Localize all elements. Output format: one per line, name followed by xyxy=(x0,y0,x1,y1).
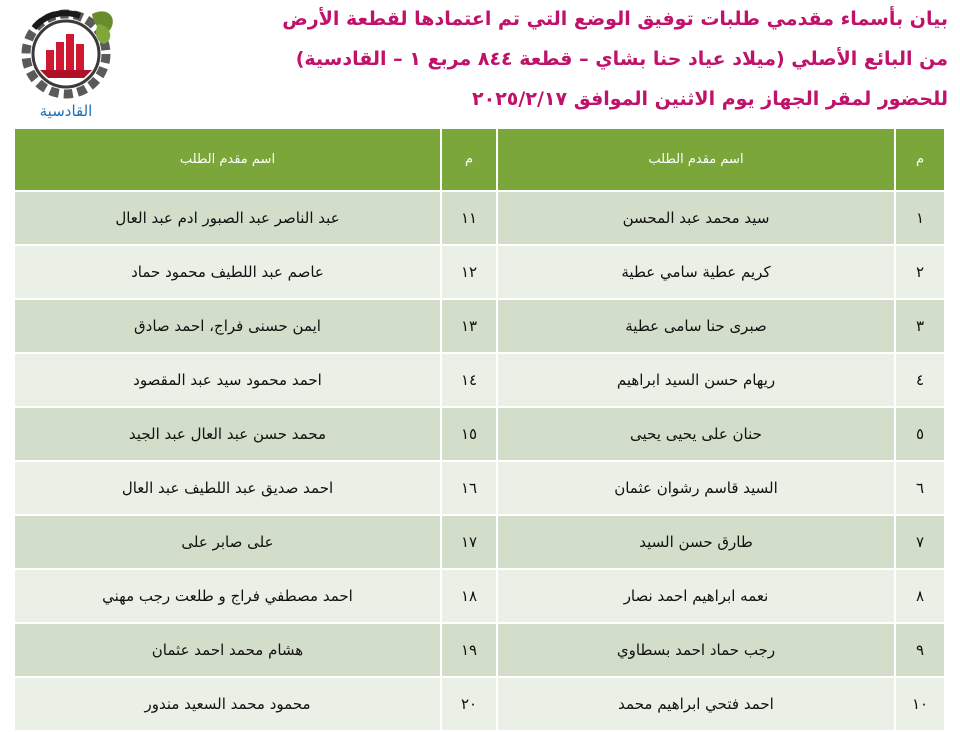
header-line-1: بيان بأسماء مقدمي طلبات توفيق الوضع التي تم اعتمادها لقطعة الأرض xyxy=(282,8,948,30)
applicant-name-right: كريم عطية سامي عطية xyxy=(497,245,895,299)
applicant-name-left: عبد الناصر عبد الصبور ادم عبد العال xyxy=(14,191,441,245)
row-number-right: ٢ xyxy=(895,245,945,299)
table-header-row xyxy=(14,128,945,191)
applicant-name-left: احمد مصطفي فراج و طلعت رجب مهني xyxy=(14,569,441,623)
applicant-name-left: احمد صديق عبد اللطيف عبد العال xyxy=(14,461,441,515)
row-number-right: ٥ xyxy=(895,407,945,461)
table-row xyxy=(14,461,945,515)
header-line-2: من البائع الأصلي (ميلاد عياد حنا بشاي – قطعة ٨٤٤ مربع ١ – القادسية) xyxy=(295,48,948,70)
row-number-right: ١٠ xyxy=(895,677,945,731)
logo-caption: القادسية xyxy=(39,102,93,120)
applicant-name-right: نعمه ابراهيم احمد نصار xyxy=(497,569,895,623)
applicant-name-right: حنان على يحيى يحيى xyxy=(497,407,895,461)
column-header-number-right: م xyxy=(895,128,945,191)
applicant-name-left: محمد حسن عبد العال عبد الجيد xyxy=(14,407,441,461)
row-number-right: ١ xyxy=(895,191,945,245)
applicant-name-left: هشام محمد احمد عثمان xyxy=(14,623,441,677)
applicant-name-right: طارق حسن السيد xyxy=(497,515,895,569)
row-number-left: ١٩ xyxy=(441,623,497,677)
header-line-3: للحضور لمقر الجهاز يوم الاثنين الموافق ٢٠٢٥/٢/١٧ xyxy=(472,88,948,110)
row-number-left: ١٧ xyxy=(441,515,497,569)
column-header-name-left: اسم مقدم الطلب xyxy=(14,128,441,191)
row-number-right: ٨ xyxy=(895,569,945,623)
row-number-right: ٩ xyxy=(895,623,945,677)
row-number-left: ١٤ xyxy=(441,353,497,407)
row-number-right: ٣ xyxy=(895,299,945,353)
table-row xyxy=(14,677,945,731)
row-number-right: ٤ xyxy=(895,353,945,407)
row-number-left: ١١ xyxy=(441,191,497,245)
row-number-right: ٧ xyxy=(895,515,945,569)
column-header-number-left: م xyxy=(441,128,497,191)
applicant-name-right: السيد قاسم رشوان عثمان xyxy=(497,461,895,515)
applicant-name-right: احمد فتحي ابراهيم محمد xyxy=(497,677,895,731)
applicant-name-left: عاصم عبد اللطيف محمود حماد xyxy=(14,245,441,299)
table-row xyxy=(14,191,945,245)
column-header-name-right: اسم مقدم الطلب xyxy=(497,128,895,191)
row-number-left: ١٦ xyxy=(441,461,497,515)
applicant-name-right: صبرى حنا سامى عطية xyxy=(497,299,895,353)
row-number-left: ١٥ xyxy=(441,407,497,461)
authority-logo xyxy=(10,4,122,122)
table-row xyxy=(14,623,945,677)
row-number-left: ١٣ xyxy=(441,299,497,353)
applicants-table xyxy=(13,127,946,732)
row-number-left: ٢٠ xyxy=(441,677,497,731)
row-number-right: ٦ xyxy=(895,461,945,515)
table-row xyxy=(14,515,945,569)
applicant-name-right: ريهام حسن السيد ابراهيم xyxy=(497,353,895,407)
table-row xyxy=(14,569,945,623)
applicant-name-left: ايمن حسنى فراج، احمد صادق xyxy=(14,299,441,353)
table-row xyxy=(14,407,945,461)
table-row xyxy=(14,353,945,407)
table-row xyxy=(14,299,945,353)
applicant-name-left: احمد محمود سيد عبد المقصود xyxy=(14,353,441,407)
applicant-name-left: على صابر على xyxy=(14,515,441,569)
city-gear-emblem-icon xyxy=(10,4,122,104)
table-row xyxy=(14,245,945,299)
applicant-name-right: سيد محمد عبد المحسن xyxy=(497,191,895,245)
applicant-name-right: رجب حماد احمد بسطاوي xyxy=(497,623,895,677)
row-number-left: ١٨ xyxy=(441,569,497,623)
applicant-name-left: محمود محمد السعيد مندور xyxy=(14,677,441,731)
row-number-left: ١٢ xyxy=(441,245,497,299)
